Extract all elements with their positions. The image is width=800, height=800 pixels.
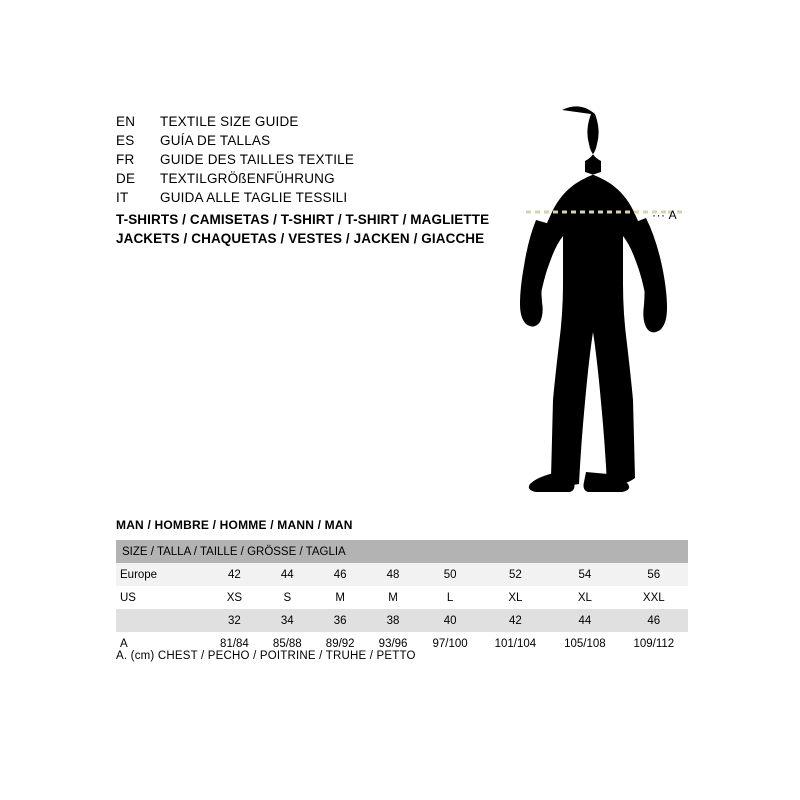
table-cell: XL (481, 586, 550, 609)
table-title: MAN / HOMBRE / HOMME / MANN / MAN (116, 518, 353, 532)
language-code: IT (116, 190, 129, 205)
silhouette-body (528, 106, 658, 484)
silhouette-left-foot (529, 472, 575, 492)
silhouette-svg (500, 100, 720, 500)
chest-measure-label: ··· A (652, 208, 678, 222)
table-row (116, 563, 688, 586)
table-cell: 42 (481, 609, 550, 632)
language-code: DE (116, 171, 136, 186)
table-cell: 54 (550, 563, 619, 586)
table-cell: 52 (481, 563, 550, 586)
table-cell: 44 (550, 609, 619, 632)
male-silhouette-figure (500, 100, 720, 500)
language-row (116, 169, 476, 188)
garment-line-jackets: JACKETS / CHAQUETAS / VESTES / JACKEN / GIACCHE (116, 231, 485, 246)
table-row (116, 586, 688, 609)
table-cell: XXL (620, 586, 688, 609)
table-cell: 50 (420, 563, 481, 586)
language-row (116, 112, 476, 131)
table-cell: L (420, 586, 481, 609)
table-cell: 89/92 (314, 632, 367, 655)
table-cell: 32 (208, 609, 261, 632)
row-label-us-numeric (116, 609, 208, 632)
language-row (116, 131, 476, 150)
table-footnote: A. (cm) CHEST / PECHO / POITRINE / TRUHE / PETTO (116, 650, 416, 662)
garment-line-tshirts: T-SHIRTS / CAMISETAS / T-SHIRT / T-SHIRT / MAGLIETTE (116, 212, 490, 227)
table-cell: 56 (620, 563, 688, 586)
table-cell: 36 (314, 609, 367, 632)
table-cell: XL (550, 586, 619, 609)
language-code: FR (116, 152, 135, 167)
table-cell: M (314, 586, 367, 609)
language-code: EN (116, 114, 136, 129)
language-text: GUIDA ALLE TAGLIE TESSILI (160, 190, 348, 205)
language-code: ES (116, 133, 135, 148)
table-cell: 101/104 (481, 632, 550, 655)
table-cell: 46 (314, 563, 367, 586)
garment-categories (116, 210, 516, 248)
table-cell: 42 (208, 563, 261, 586)
table-cell: S (261, 586, 314, 609)
language-row (116, 150, 476, 169)
size-table (116, 540, 688, 655)
table-cell: 34 (261, 609, 314, 632)
table-cell: 93/96 (367, 632, 420, 655)
table-cell: 38 (367, 609, 420, 632)
language-text: TEXTILE SIZE GUIDE (160, 114, 299, 129)
table-cell: 81/84 (208, 632, 261, 655)
table-header-label: SIZE / TALLA / TAILLE / GRÖSSE / TAGLIA (116, 540, 688, 563)
table-cell: 109/112 (620, 632, 688, 655)
row-label-chest: A (116, 632, 208, 655)
table-cell: M (367, 586, 420, 609)
language-list (116, 112, 476, 207)
language-row (116, 188, 476, 207)
table-header-row (116, 540, 688, 563)
language-text: GUÍA DE TALLAS (160, 133, 271, 148)
table-cell: 97/100 (420, 632, 481, 655)
table-cell: 46 (620, 609, 688, 632)
silhouette-right-arm (633, 218, 667, 332)
table-row (116, 609, 688, 632)
row-label-europe: Europe (116, 563, 208, 586)
language-text: TEXTILGRÖßENFÜHRUNG (160, 171, 335, 186)
table-cell: 40 (420, 609, 481, 632)
table-cell: 85/88 (261, 632, 314, 655)
language-text: GUIDE DES TAILLES TEXTILE (160, 152, 355, 167)
table-cell: 105/108 (550, 632, 619, 655)
table-cell: 44 (261, 563, 314, 586)
table-cell: 48 (367, 563, 420, 586)
row-label-us: US (116, 586, 208, 609)
table-cell: XS (208, 586, 261, 609)
